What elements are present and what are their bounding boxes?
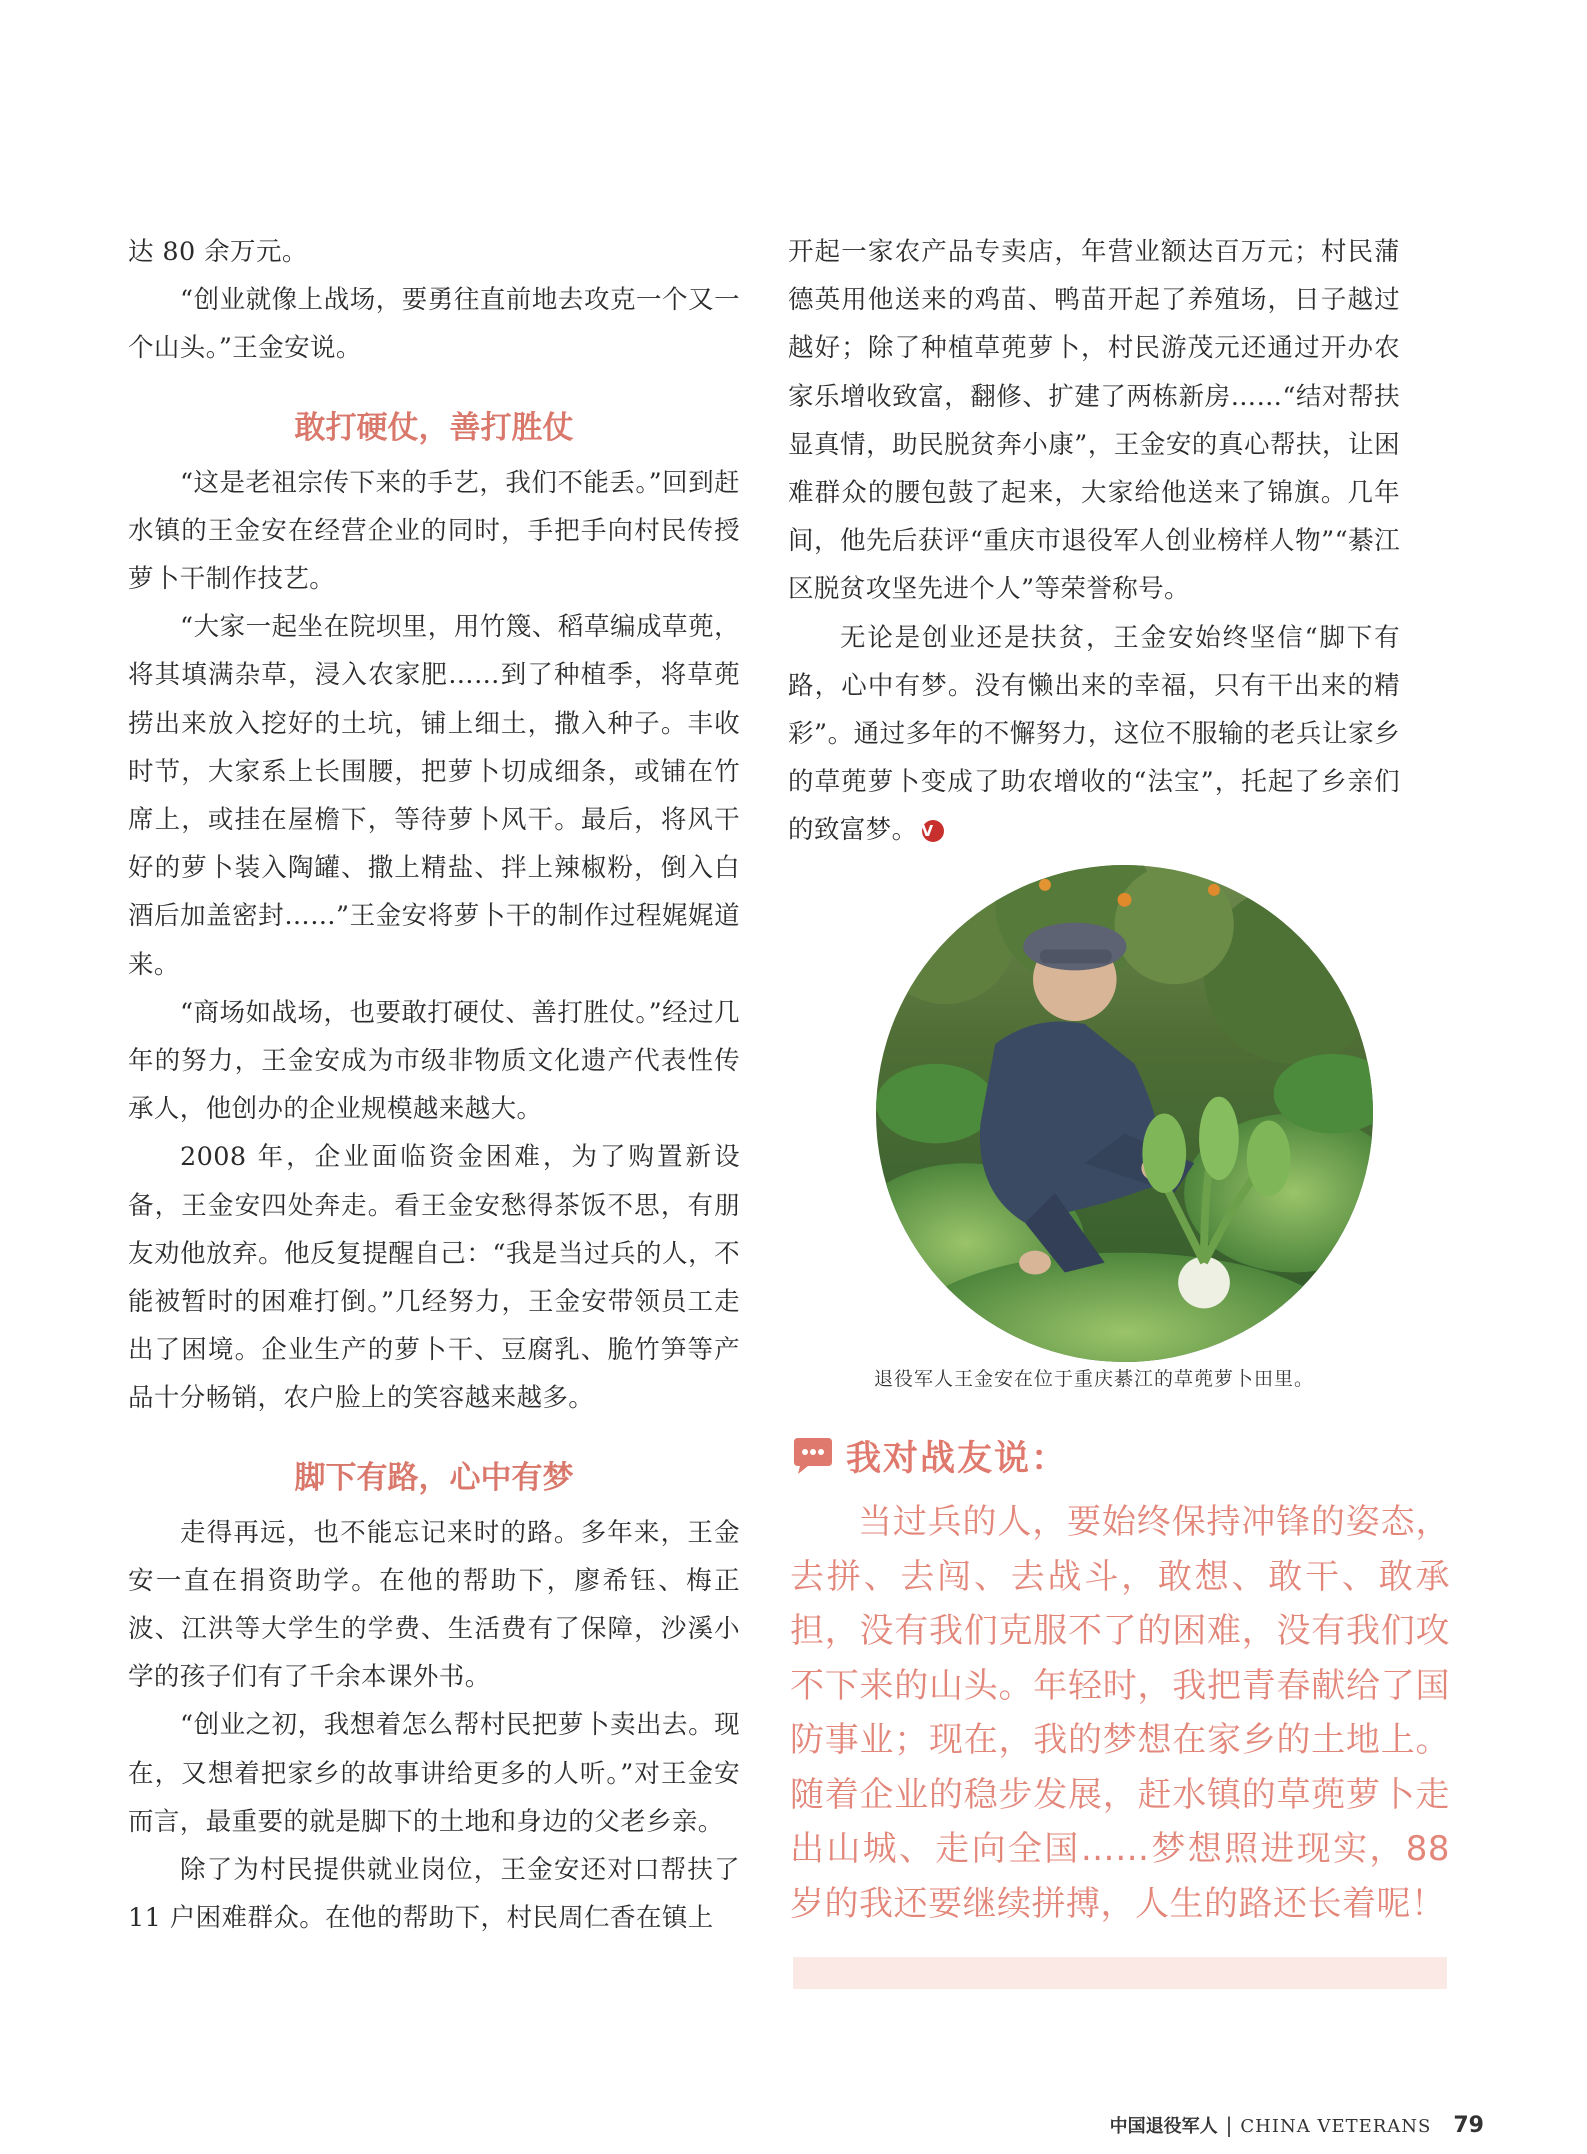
body-paragraph: [788, 614, 1400, 855]
article-photo: [876, 865, 1373, 1362]
page-footer: [1110, 2112, 1484, 2142]
body-paragraph: “商场如战场，也要敢打硬仗、善打胜仗。”经过几年的努力，王金安成为市级非物质文化遗产代表性传承人，他创办的企业规模越来越大。: [128, 997, 740, 1125]
section-heading-1: 敢打硬仗，善打胜仗: [294, 409, 574, 446]
body-paragraph: 除了为村民提供就业岗位，王金安还对口帮扶了 11 户困难群众。在他的帮助下，村民周仁香在镇上: [128, 1855, 740, 1934]
body-paragraph: “创业就像上战场，要勇往直前地去攻克一个又一个山头。”王金安说。: [128, 285, 740, 364]
body-paragraph-text: 无论是创业还是扶贫，王金安始终坚信“脚下有路，心中有梦。没有懒出来的幸福，只有干出来的精彩”。通过多年的不懈努力，这位不服输的老兵让家乡的草蔸萝卜变成了助农增收的“法宝”，托起了乡亲们的致富梦。: [788, 622, 1400, 846]
body-paragraph: “创业之初，我想着怎么帮村民把萝卜卖出去。现在，又想着把家乡的故事讲给更多的人听。”对王金安而言，最重要的就是脚下的土地和身边的父老乡亲。: [128, 1710, 740, 1837]
body-paragraph: 走得再远，也不能忘记来时的路。多年来，王金安一直在捐资助学。在他的帮助下，廖希钰、梅正波、江洪等大学生的学费、生活费有了保障，沙溪小学的孩子们有了千余本课外书。: [128, 1517, 740, 1693]
right-column: [788, 228, 1400, 855]
message-footer-bar: [793, 1957, 1447, 1989]
page-number: 79: [1453, 2113, 1484, 2138]
body-paragraph: “这是老祖宗传下来的手艺，我们不能丢。”回到赶水镇的王金安在经营企业的同时，手把手向村民传授萝卜干制作技艺。: [128, 467, 740, 595]
body-paragraph: 2008 年，企业面临资金困难，为了购置新设备，王金安四处奔走。看王金安愁得茶饭不思，有朋友劝他放弃。他反复提醒自己：“我是当过兵的人，不能被暂时的困难打倒。”几经努力，王金安带领员工走出了困境。企业生产的萝卜干、豆腐乳、脆竹笋等产品十分畅销，农户脸上的笑容越来越多。: [128, 1142, 740, 1414]
chat-bubble-icon: [790, 1436, 836, 1476]
message-body: 当过兵的人，要始终保持冲锋的姿态，去拼、去闯、去战斗，敢想、敢干、敢承担，没有我们克服不了的困难，没有我们攻不下来的山头。年轻时，我把青春献给了国防事业；现在，我的梦想在家乡的土地上。随着企业的稳步发展，赶水镇的草蔸萝卜走出山城、走向全国……梦想照进现实，88 岁的我还要继续拼搏，人生的路还长着呢！: [790, 1502, 1450, 1924]
end-mark-icon: V: [922, 820, 944, 842]
body-paragraph: “大家一起坐在院坝里，用竹篾、稻草编成草蔸，将其填满杂草，浸入农家肥……到了种植季，将草蔸捞出来放入挖好的土坑，铺上细土，撒入种子。丰收时节，大家系上长围腰，把萝卜切成细条，或铺在竹席上，或挂在屋檐下，等待萝卜风干。最后，将风干好的萝卜装入陶罐、撒上精盐、拌上辣椒粉，倒入白酒后加盖密封……”王金安将萝卜干的制作过程娓娓道来。: [128, 612, 740, 980]
message-heading-label: 我对战友说：: [846, 1439, 1069, 1479]
body-paragraph: 开起一家农产品专卖店，年营业额达百万元；村民蒲德英用他送来的鸡苗、鸭苗开起了养殖场，日子越过越好；除了种植草蔸萝卜，村民游茂元还通过开办农家乐增收致富，翻修、扩建了两栋新房……“结对帮扶显真情，助民脱贫奔小康”，王金安的真心帮扶，让困难群众的腰包鼓了起来，大家给他送来了锦旗。几年间，他先后获评“重庆市退役军人创业榜样人物”“綦江区脱贫攻坚先进个人”等荣誉称号。: [788, 237, 1400, 605]
message-heading: [790, 1428, 1068, 1484]
body-paragraph: 达 80 余万元。: [128, 237, 308, 267]
farmer-in-radish-field-image: [876, 865, 1373, 1362]
section-heading-2: 脚下有路，心中有梦: [294, 1459, 574, 1496]
photo-caption: 退役军人王金安在位于重庆綦江的草蔸萝卜田里。: [873, 1368, 1314, 1390]
magazine-name-cn: 中国退役军人: [1109, 2116, 1218, 2137]
magazine-name-en: CHINA VETERANS: [1240, 2116, 1432, 2137]
footer-separator: |: [1225, 2113, 1233, 2137]
left-column: [128, 228, 740, 1943]
